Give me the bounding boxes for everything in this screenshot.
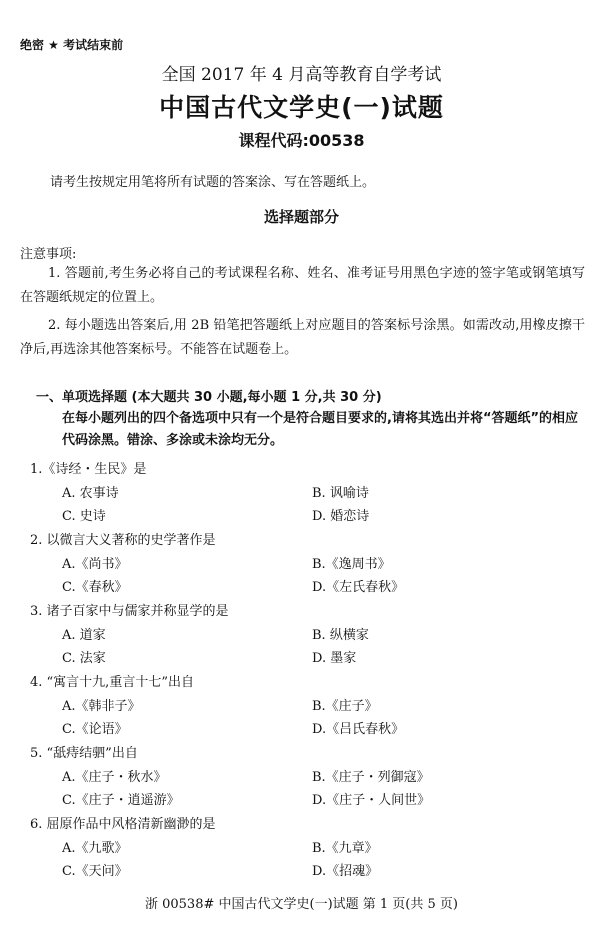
question-stem: 5. “舐痔结驷”出自 bbox=[30, 746, 138, 761]
note-item: 1. 答题前,考生务必将自己的考试课程名称、姓名、准考证号用黑色字迹的签字笔或钢笔填写在答题纸规定的位置上。 bbox=[20, 266, 585, 305]
option-d: D. 墨家 bbox=[312, 651, 357, 666]
option-d: D.《左氏春秋》 bbox=[312, 580, 405, 595]
section-title: 选择题部分 bbox=[263, 208, 339, 226]
option-a: A.《尚书》 bbox=[62, 557, 128, 572]
question-stem: 1.《诗经・生民》是 bbox=[30, 462, 147, 477]
page-title: 中国古代文学史(一)试题 bbox=[159, 93, 444, 122]
option-a: A.《庄子・秋水》 bbox=[62, 770, 167, 785]
option-d: D.《吕氏春秋》 bbox=[312, 722, 405, 737]
confidential-label: 绝密 ★ 考试结束前 bbox=[20, 38, 124, 52]
option-b: B. 纵横家 bbox=[312, 628, 369, 643]
option-d: D.《庄子・人间世》 bbox=[312, 793, 431, 808]
option-b: B.《庄子》 bbox=[312, 699, 378, 714]
course-code: 课程代码:00538 bbox=[238, 131, 365, 150]
option-a: A.《韩非子》 bbox=[62, 699, 141, 714]
option-a: A. 道家 bbox=[62, 628, 106, 643]
option-c: C.《庄子・逍遥游》 bbox=[62, 793, 180, 808]
note-item: 2. 每小题选出答案后,用 2B 铅笔把答题纸上对应题目的答案标号涂黑。如需改动,用橡皮擦干净后,再选涂其他答案标号。不能答在试题卷上。 bbox=[20, 318, 585, 357]
part-heading: 一、单项选择题 (本大题共 30 小题,每小题 1 分,共 30 分) bbox=[36, 390, 382, 405]
option-c: C.《春秋》 bbox=[62, 580, 128, 595]
option-c: C.《天问》 bbox=[62, 864, 128, 879]
option-d: D.《招魂》 bbox=[312, 864, 379, 879]
option-b: B. 讽喻诗 bbox=[312, 486, 369, 501]
option-b: B.《逸周书》 bbox=[312, 557, 391, 572]
general-instruction: 请考生按规定用笔将所有试题的答案涂、写在答题纸上。 bbox=[50, 175, 376, 190]
option-c: C. 史诗 bbox=[62, 509, 106, 524]
question-stem: 6. 屈原作品中风格清新幽渺的是 bbox=[30, 817, 216, 832]
part-description: 在每小题列出的四个备选项中只有一个是符合题目要求的,请将其选出并将“答题纸”的相应代码涂黑。错涂、多涂或未涂均无分。 bbox=[62, 411, 579, 448]
option-b: B.《九章》 bbox=[312, 841, 378, 856]
notes-heading: 注意事项: bbox=[20, 247, 77, 262]
question-stem: 4. “寓言十九,重言十七”出自 bbox=[30, 675, 194, 690]
option-c: C.《论语》 bbox=[62, 722, 128, 737]
option-d: D. 婚恋诗 bbox=[312, 509, 370, 524]
option-a: A. 农事诗 bbox=[62, 486, 119, 501]
option-c: C. 法家 bbox=[62, 651, 106, 666]
exam-session-line: 全国 2017 年 4 月高等教育自学考试 bbox=[161, 65, 442, 85]
question-stem: 3. 诸子百家中与儒家并称显学的是 bbox=[30, 604, 229, 619]
option-b: B.《庄子・列御寇》 bbox=[312, 770, 430, 785]
page-footer: 浙 00538# 中国古代文学史(一)试题 第 1 页(共 5 页) bbox=[144, 897, 458, 912]
option-a: A.《九歌》 bbox=[62, 841, 128, 856]
question-stem: 2. 以微言大义著称的史学著作是 bbox=[30, 533, 216, 548]
